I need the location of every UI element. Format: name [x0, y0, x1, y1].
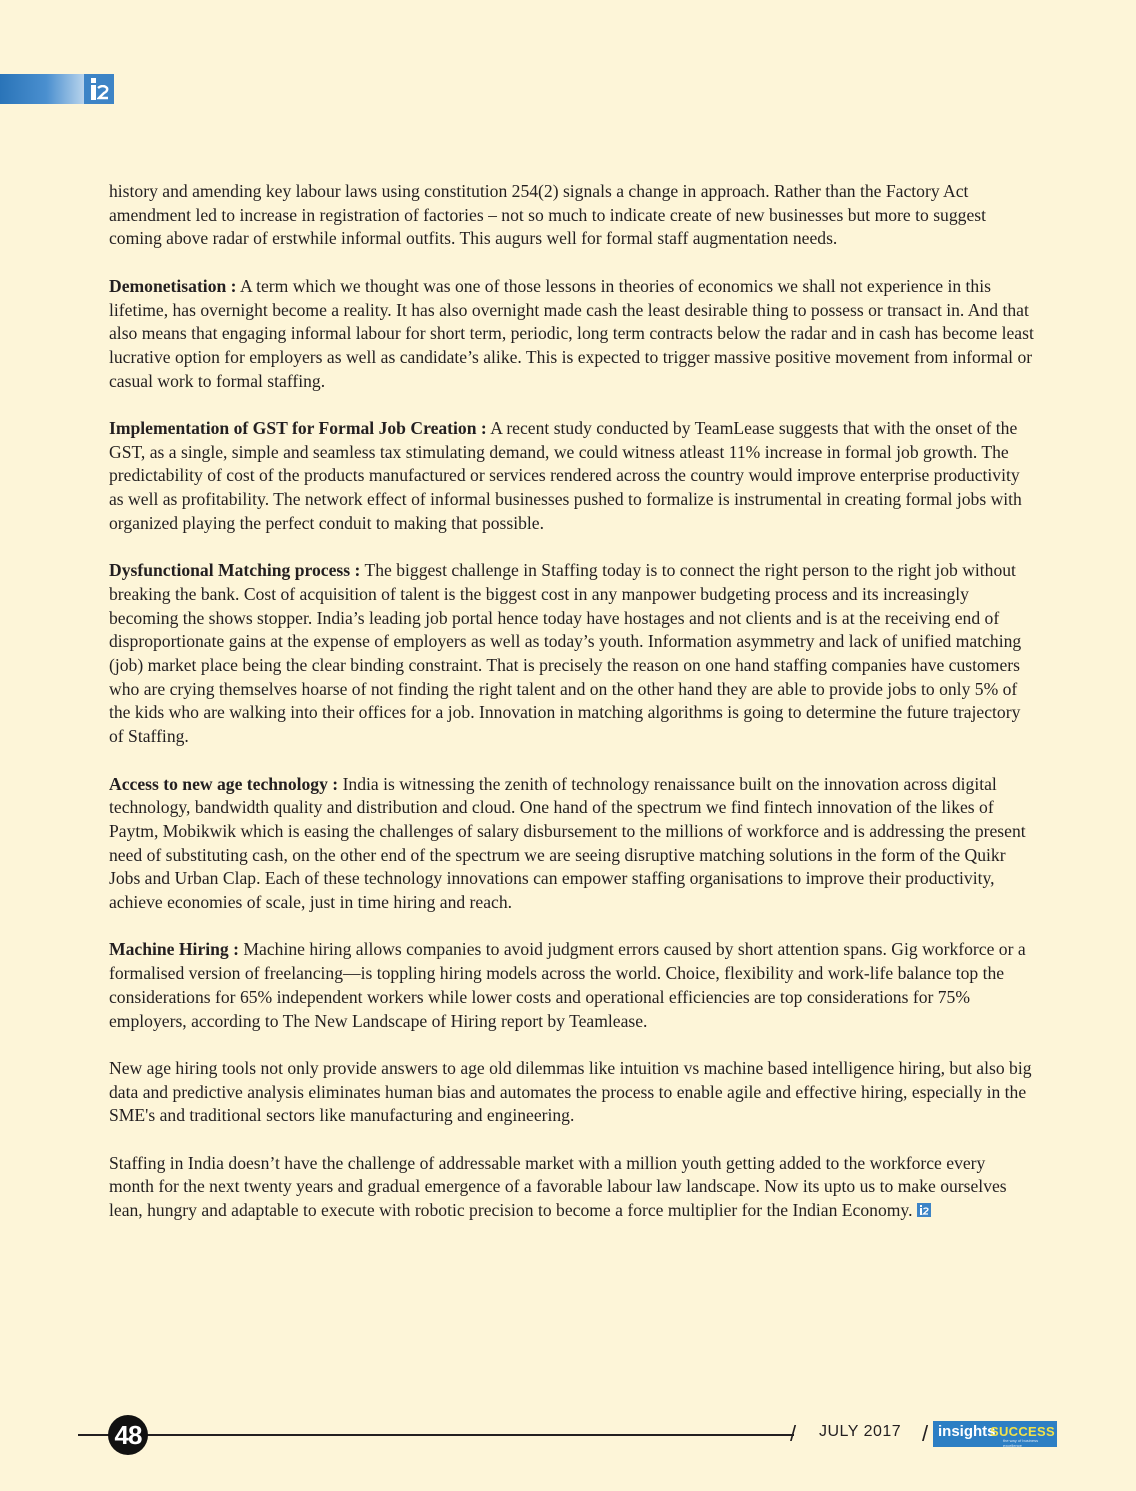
gst-text: A recent study conducted by TeamLease suggests that with the onset of the GST, as a single, simple and seamless tax stimulating demand, we could witness atleast 11% increase in formal job growth. The predictability of cost of the products manufactured or services rendered across the country would improve enterprise productivity as well as profitability. The network effect of informal businesses pushed to formalize is instrumental in creating formal jobs with organized playing the perfect conduit to making that possible.	[109, 418, 1022, 533]
insights-success-logo-icon	[84, 74, 114, 104]
matching-heading: Dysfunctional Matching process :	[109, 560, 361, 581]
footer-rule	[78, 1434, 794, 1436]
closing-text: Staffing in India doesn’t have the challenge of addressable market with a million youth getting added to the workforce every month for the next twenty years and gradual emergence of a favorable labour law landscape. Now its upto us to make ourselves lean, hungry and adaptable to execute with robotic precision to become a force multiplier for the Indian Economy.	[109, 1152, 1007, 1221]
technology-paragraph	[109, 773, 1034, 915]
matching-text: The biggest challenge in Staffing today is to connect the right person to the right job without breaking the bank. Cost of acquisition of talent is the biggest cost in any manpower budgeting process and its increasingly becoming the shows stopper. India’s leading job portal hence today have hostages and not clients and is at the receiving end of disproportionate gains at the expense of employers as well as today’s youth. Information asymmetry and lack of unified matching (job) market place being the clear binding constraint. That is precisely the reason on one hand staffing companies have customers who are crying themselves hoarse of not finding the right talent and on the other hand they are able to provide jobs to only 5% of the kids who are walking into their offices for a job. Innovation in matching algorithms is going to determine the future trajectory of Staffing.	[109, 560, 1022, 747]
brand-name-part2: SUCCESS	[990, 1424, 1055, 1439]
machine-hiring-paragraph	[109, 938, 1034, 1033]
page-number: 48	[108, 1415, 148, 1455]
machine-hiring-text: Machine hiring allows companies to avoid judgment errors caused by short attention spans. Gig workforce or a formalised version of freelancing—is toppling hiring models across the world. Choice, flexibility and work-life balance top the considerations for 65% independent workers while lower costs and operational efficiencies are top considerations for 75% employers, according to The New Landscape of Hiring report by Teamlease.	[109, 939, 1026, 1031]
machine-hiring-heading: Machine Hiring :	[109, 939, 239, 960]
technology-heading: Access to new age technology :	[109, 773, 339, 794]
end-of-article-logo-icon	[917, 1203, 931, 1217]
intro-paragraph: history and amending key labour laws using constitution 254(2) signals a change in approach. Rather than the Factory Act amendment led to increase in registration of factories – not so much to indicate create of new businesses but more to suggest coming above radar of erstwhile informal outfits. This augurs well for formal staff augmentation needs.	[109, 181, 986, 249]
article-body	[109, 180, 1034, 1247]
demonetisation-heading: Demonetisation :	[109, 275, 237, 296]
footer-divider-brand: /	[922, 1421, 929, 1446]
issue-date: JULY 2017	[819, 1423, 902, 1440]
technology-text: India is witnessing the zenith of technology renaissance built on the innovation across digital technology, bandwidth quality and distribution and cloud. One hand of the spectrum we find fintech innovation of the likes of Paytm, Mobikwik which is easing the challenges of salary disbursement to the millions of workforce and is addressing the present need of substituting cash, on the other end of the spectrum we are seeing disruptive matching solutions in the form of the Quikr Jobs and Urban Clap. Each of these technology innovations can empower staffing organisations to improve their productivity, achieve economies of scale, just in time hiring and reach.	[109, 773, 1026, 913]
hiring-tools-paragraph: New age hiring tools not only provide answers to age old dilemmas like intuition vs machine based intelligence hiring, but also big data and predictive analysis eliminates human bias and automates the process to enable agile and effective hiring, especially in the SME's and traditional sectors like manufacturing and engineering.	[109, 1057, 1032, 1126]
brand-tagline: the way of business excellence	[1003, 1438, 1039, 1447]
gst-paragraph	[109, 417, 1034, 536]
demonetisation-paragraph	[109, 275, 1034, 394]
header-accent-bar	[0, 74, 84, 104]
gst-heading: Implementation of GST for Formal Job Creation :	[109, 418, 487, 438]
footer-divider: /	[790, 1421, 797, 1446]
closing-paragraph	[109, 1152, 1034, 1223]
matching-paragraph	[109, 559, 1034, 749]
demonetisation-text: A term which we thought was one of those lessons in theories of economics we shall not experience in this lifetime, has overnight become a reality. It has also overnight made cash the least desirable thing to possess or transact in. And that also means that engaging informal labour for short term, periodic, long term contracts below the radar and in cash has become least lucrative option for employers as well as candidate’s alike. This is expected to trigger massive positive movement from informal or casual work to formal staffing.	[109, 275, 1034, 391]
brand-logo	[933, 1421, 1057, 1447]
brand-name-part1: insights	[938, 1423, 996, 1440]
